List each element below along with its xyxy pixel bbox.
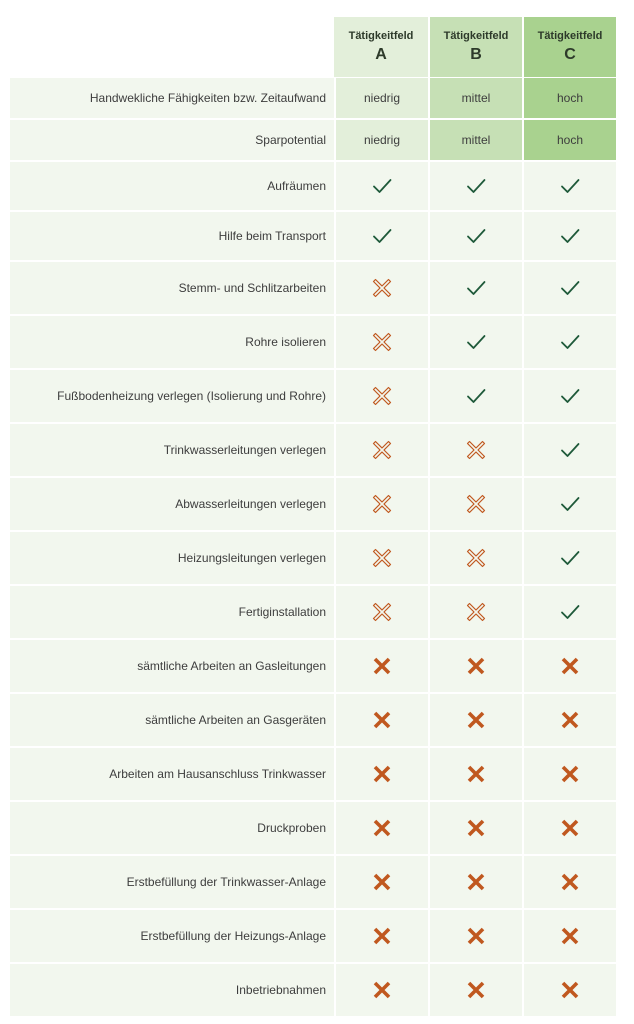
mark-cell-c <box>522 747 616 801</box>
table-row <box>10 161 616 211</box>
table-row <box>10 423 616 477</box>
cross-outline-icon <box>371 439 393 461</box>
column-header-c-title: Tätigkeitfeld <box>537 30 603 42</box>
table-row <box>10 801 616 855</box>
row-label: Erstbefüllung der Heizungs-Anlage <box>10 909 334 963</box>
mark-cell-a <box>334 801 428 855</box>
table-body <box>10 77 616 1017</box>
level-value-b: mittel <box>428 77 522 119</box>
table-row <box>10 315 616 369</box>
row-label: sämtliche Arbeiten an Gasgeräten <box>10 693 334 747</box>
level-row <box>10 77 616 119</box>
check-icon <box>371 175 393 197</box>
level-value-c: hoch <box>522 77 616 119</box>
table-row <box>10 477 616 531</box>
cross-solid-icon <box>465 763 487 785</box>
cross-outline-icon <box>371 385 393 407</box>
table-row <box>10 639 616 693</box>
mark-cell-c <box>522 161 616 211</box>
level-value-c: hoch <box>522 119 616 161</box>
check-icon <box>559 277 581 299</box>
table-row <box>10 585 616 639</box>
check-icon <box>559 439 581 461</box>
check-icon <box>465 385 487 407</box>
table-row <box>10 909 616 963</box>
row-label: Arbeiten am Hausanschluss Trinkwasser <box>10 747 334 801</box>
mark-cell-a <box>334 315 428 369</box>
mark-cell-c <box>522 423 616 477</box>
mark-cell-a <box>334 531 428 585</box>
column-header-b <box>428 17 522 77</box>
mark-cell-b <box>428 531 522 585</box>
cross-solid-icon <box>559 925 581 947</box>
mark-cell-b <box>428 639 522 693</box>
row-label: Trinkwasserleitungen verlegen <box>10 423 334 477</box>
cross-solid-icon <box>465 871 487 893</box>
mark-cell-b <box>428 261 522 315</box>
mark-cell-c <box>522 261 616 315</box>
row-label: Heizungsleitungen verlegen <box>10 531 334 585</box>
cross-solid-icon <box>371 709 393 731</box>
cross-solid-icon <box>559 709 581 731</box>
header-blank-cell <box>10 17 334 77</box>
mark-cell-c <box>522 963 616 1017</box>
mark-cell-c <box>522 909 616 963</box>
mark-cell-c <box>522 315 616 369</box>
mark-cell-b <box>428 369 522 423</box>
column-header-c <box>522 17 616 77</box>
mark-cell-a <box>334 585 428 639</box>
column-header-b-letter: B <box>470 46 482 63</box>
row-label: Hilfe beim Transport <box>10 211 334 261</box>
check-icon <box>559 225 581 247</box>
cross-solid-icon <box>559 871 581 893</box>
check-icon <box>465 225 487 247</box>
row-label: Handwekliche Fähigkeiten bzw. Zeitaufwand <box>10 77 334 119</box>
column-header-a <box>334 17 428 77</box>
check-icon <box>559 547 581 569</box>
table-row <box>10 963 616 1017</box>
row-label: sämtliche Arbeiten an Gasleitungen <box>10 639 334 693</box>
cross-solid-icon <box>559 655 581 677</box>
cross-outline-icon <box>371 277 393 299</box>
check-icon <box>465 277 487 299</box>
mark-cell-b <box>428 855 522 909</box>
level-value-b: mittel <box>428 119 522 161</box>
mark-cell-c <box>522 693 616 747</box>
table-row <box>10 747 616 801</box>
mark-cell-b <box>428 585 522 639</box>
row-label: Fertiginstallation <box>10 585 334 639</box>
table-header <box>10 17 616 77</box>
mark-cell-c <box>522 369 616 423</box>
cross-outline-icon <box>465 601 487 623</box>
mark-cell-b <box>428 211 522 261</box>
cross-outline-icon <box>465 493 487 515</box>
mark-cell-b <box>428 963 522 1017</box>
level-value-a: niedrig <box>334 77 428 119</box>
table-row <box>10 369 616 423</box>
mark-cell-a <box>334 747 428 801</box>
comparison-table-wrapper <box>10 17 616 1017</box>
mark-cell-a <box>334 369 428 423</box>
level-row <box>10 119 616 161</box>
mark-cell-a <box>334 693 428 747</box>
row-label: Fußbodenheizung verlegen (Isolierung und Rohre) <box>10 369 334 423</box>
table-row <box>10 261 616 315</box>
check-icon <box>559 601 581 623</box>
mark-cell-b <box>428 909 522 963</box>
mark-cell-c <box>522 585 616 639</box>
row-label: Druckproben <box>10 801 334 855</box>
cross-solid-icon <box>465 655 487 677</box>
cross-outline-icon <box>371 493 393 515</box>
cross-solid-icon <box>465 979 487 1001</box>
cross-solid-icon <box>371 763 393 785</box>
cross-solid-icon <box>371 979 393 1001</box>
mark-cell-a <box>334 963 428 1017</box>
table-row <box>10 211 616 261</box>
row-label: Sparpotential <box>10 119 334 161</box>
column-header-a-letter: A <box>375 46 387 63</box>
cross-solid-icon <box>465 709 487 731</box>
mark-cell-a <box>334 211 428 261</box>
mark-cell-a <box>334 909 428 963</box>
column-header-b-title: Tätigkeitfeld <box>443 30 509 42</box>
cross-outline-icon <box>465 547 487 569</box>
table-row <box>10 693 616 747</box>
mark-cell-b <box>428 315 522 369</box>
row-label: Inbetriebnahmen <box>10 963 334 1017</box>
mark-cell-a <box>334 477 428 531</box>
mark-cell-c <box>522 639 616 693</box>
cross-solid-icon <box>371 817 393 839</box>
mark-cell-a <box>334 161 428 211</box>
check-icon <box>465 175 487 197</box>
row-label: Aufräumen <box>10 161 334 211</box>
cross-solid-icon <box>371 655 393 677</box>
mark-cell-a <box>334 855 428 909</box>
comparison-table <box>10 17 616 1017</box>
mark-cell-a <box>334 639 428 693</box>
mark-cell-c <box>522 801 616 855</box>
cross-solid-icon <box>371 871 393 893</box>
cross-solid-icon <box>465 817 487 839</box>
cross-solid-icon <box>559 979 581 1001</box>
row-label: Stemm- und Schlitzarbeiten <box>10 261 334 315</box>
check-icon <box>559 175 581 197</box>
mark-cell-c <box>522 477 616 531</box>
mark-cell-c <box>522 855 616 909</box>
check-icon <box>465 331 487 353</box>
check-icon <box>559 331 581 353</box>
table-row <box>10 531 616 585</box>
cross-outline-icon <box>371 547 393 569</box>
cross-outline-icon <box>371 601 393 623</box>
mark-cell-b <box>428 801 522 855</box>
level-value-a: niedrig <box>334 119 428 161</box>
cross-outline-icon <box>371 331 393 353</box>
mark-cell-b <box>428 161 522 211</box>
cross-solid-icon <box>559 817 581 839</box>
mark-cell-b <box>428 747 522 801</box>
row-label: Abwasserleitungen verlegen <box>10 477 334 531</box>
mark-cell-c <box>522 211 616 261</box>
mark-cell-c <box>522 531 616 585</box>
table-row <box>10 855 616 909</box>
mark-cell-b <box>428 423 522 477</box>
mark-cell-a <box>334 423 428 477</box>
cross-solid-icon <box>371 925 393 947</box>
cross-solid-icon <box>465 925 487 947</box>
check-icon <box>559 493 581 515</box>
mark-cell-b <box>428 693 522 747</box>
row-label: Rohre isolieren <box>10 315 334 369</box>
column-header-c-letter: C <box>564 46 576 63</box>
check-icon <box>559 385 581 407</box>
cross-outline-icon <box>465 439 487 461</box>
cross-solid-icon <box>559 763 581 785</box>
mark-cell-a <box>334 261 428 315</box>
mark-cell-b <box>428 477 522 531</box>
check-icon <box>371 225 393 247</box>
row-label: Erstbefüllung der Trinkwasser-Anlage <box>10 855 334 909</box>
column-header-a-title: Tätigkeitfeld <box>348 30 414 42</box>
